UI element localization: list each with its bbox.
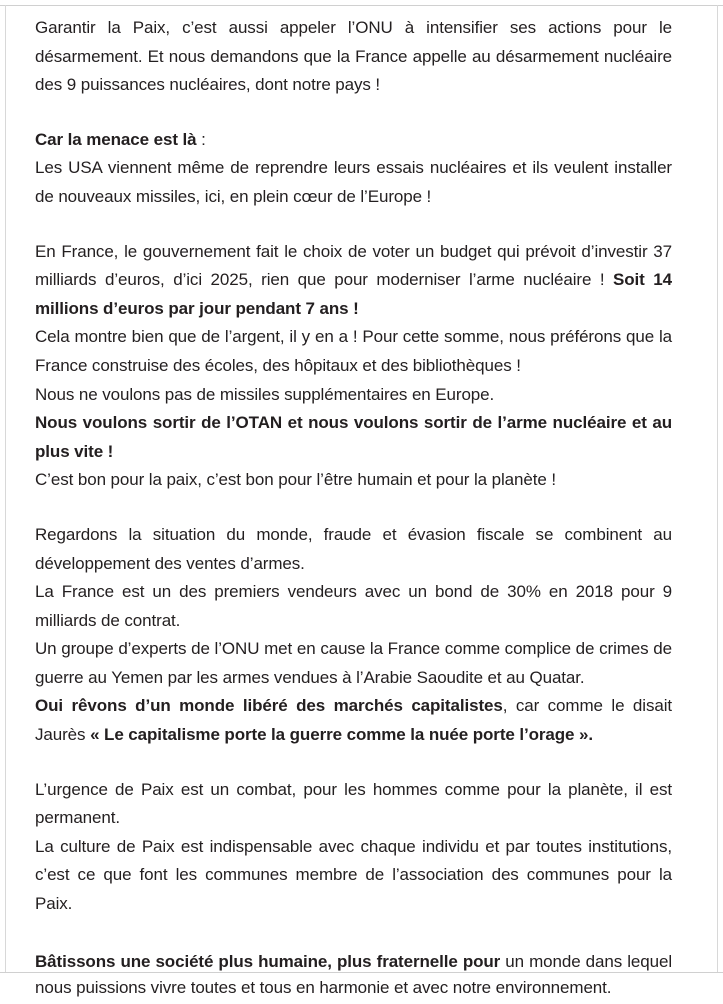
text-run: Cela montre bien que de l’argent, il y en a ! Pour cette somme, nous préférons que la France construise des écoles, des hôpitaux et des bibliothèques ! bbox=[35, 327, 672, 375]
text-run: : bbox=[196, 129, 206, 149]
paragraph-spacer bbox=[35, 495, 672, 521]
paragraph bbox=[35, 154, 672, 211]
paragraph bbox=[35, 238, 672, 324]
paragraph bbox=[35, 466, 672, 495]
text-run: En France, le gouvernement fait le choix de voter un budget qui prévoit d’investir 37 milliards d’euros, d’ici 2025, rien que pour moderniser l’arme nucléaire ! bbox=[35, 241, 672, 290]
text-run: Garantir la Paix, c’est aussi appeler l’ONU à intensifier ses actions pour le désarmement. Et nous demandons que la France appelle au désarmement nucléaire des 9 puissances nucléaires, dont notre pays ! bbox=[35, 18, 672, 95]
paragraph bbox=[35, 776, 672, 833]
top-spacer bbox=[35, 0, 672, 14]
page-left-border bbox=[5, 5, 6, 972]
paragraph bbox=[35, 833, 672, 919]
bold-text-run: Car la menace est là bbox=[35, 129, 197, 149]
text-run: La France est un des premiers vendeurs avec un bond de 30% en 2018 pour 9 milliards de contrat. bbox=[35, 582, 672, 630]
paragraph bbox=[35, 578, 672, 635]
paragraph-spacer bbox=[35, 100, 672, 126]
bold-text-run: Oui rêvons d’un monde libéré des marchés capitalistes bbox=[35, 696, 503, 716]
paragraph bbox=[35, 635, 672, 692]
text-run: Nous ne voulons pas de missiles supplémentaires en Europe. bbox=[35, 384, 495, 404]
paragraph bbox=[35, 949, 672, 1001]
paragraph bbox=[35, 381, 672, 410]
text-run: un monde dans lequel nous puissions vivre toutes et tous en harmonie et avec notre environnement. bbox=[35, 951, 672, 997]
page-right-border bbox=[717, 5, 718, 972]
document-text-body bbox=[35, 0, 672, 1001]
text-run: Les USA viennent même de reprendre leurs essais nucléaires et ils veulent installer de nouveaux missiles, ici, en plein cœur de l’Europe ! bbox=[35, 158, 672, 206]
bold-text-run: Soit 14 millions d’euros par jour pendant 7 ans ! bbox=[35, 270, 672, 318]
text-run: , car comme le disait Jaurès bbox=[35, 696, 672, 745]
text-run: La culture de Paix est indispensable avec chaque individu et par toutes institutions, c’est ce que font les communes membre de l’association des communes pour la Paix. bbox=[35, 836, 672, 914]
text-run: Regardons la situation du monde, fraude et évasion fiscale se combinent au développement des ventes d’armes. bbox=[35, 524, 672, 573]
bold-text-run: Nous voulons sortir de l’OTAN et nous voulons sortir de l’arme nucléaire et au plus vite ! bbox=[35, 413, 672, 461]
paragraph-spacer bbox=[35, 212, 672, 238]
paragraph-container bbox=[35, 14, 672, 1001]
paragraph-spacer bbox=[35, 919, 672, 949]
paragraph bbox=[35, 323, 672, 380]
paragraph bbox=[35, 14, 672, 100]
paragraph bbox=[35, 409, 672, 466]
paragraph bbox=[35, 692, 672, 749]
text-run: Un groupe d’experts de l’ONU met en cause la France comme complice de crimes de guerre au Yemen par les armes vendues à l’Arabie Saoudite et au Quatar. bbox=[35, 639, 672, 687]
bold-text-run: « Le capitalisme porte la guerre comme la nuée porte l’orage ». bbox=[90, 725, 593, 745]
bold-text-run: Bâtissons une société plus humaine, plus fraternelle pour bbox=[35, 951, 501, 971]
paragraph bbox=[35, 521, 672, 578]
text-run: L’urgence de Paix est un combat, pour les hommes comme pour la planète, il est permanent. bbox=[35, 779, 672, 828]
text-run: C’est bon pour la paix, c’est bon pour l’être humain et pour la planète ! bbox=[35, 470, 556, 490]
paragraph bbox=[35, 126, 672, 155]
paragraph-spacer bbox=[35, 750, 672, 776]
